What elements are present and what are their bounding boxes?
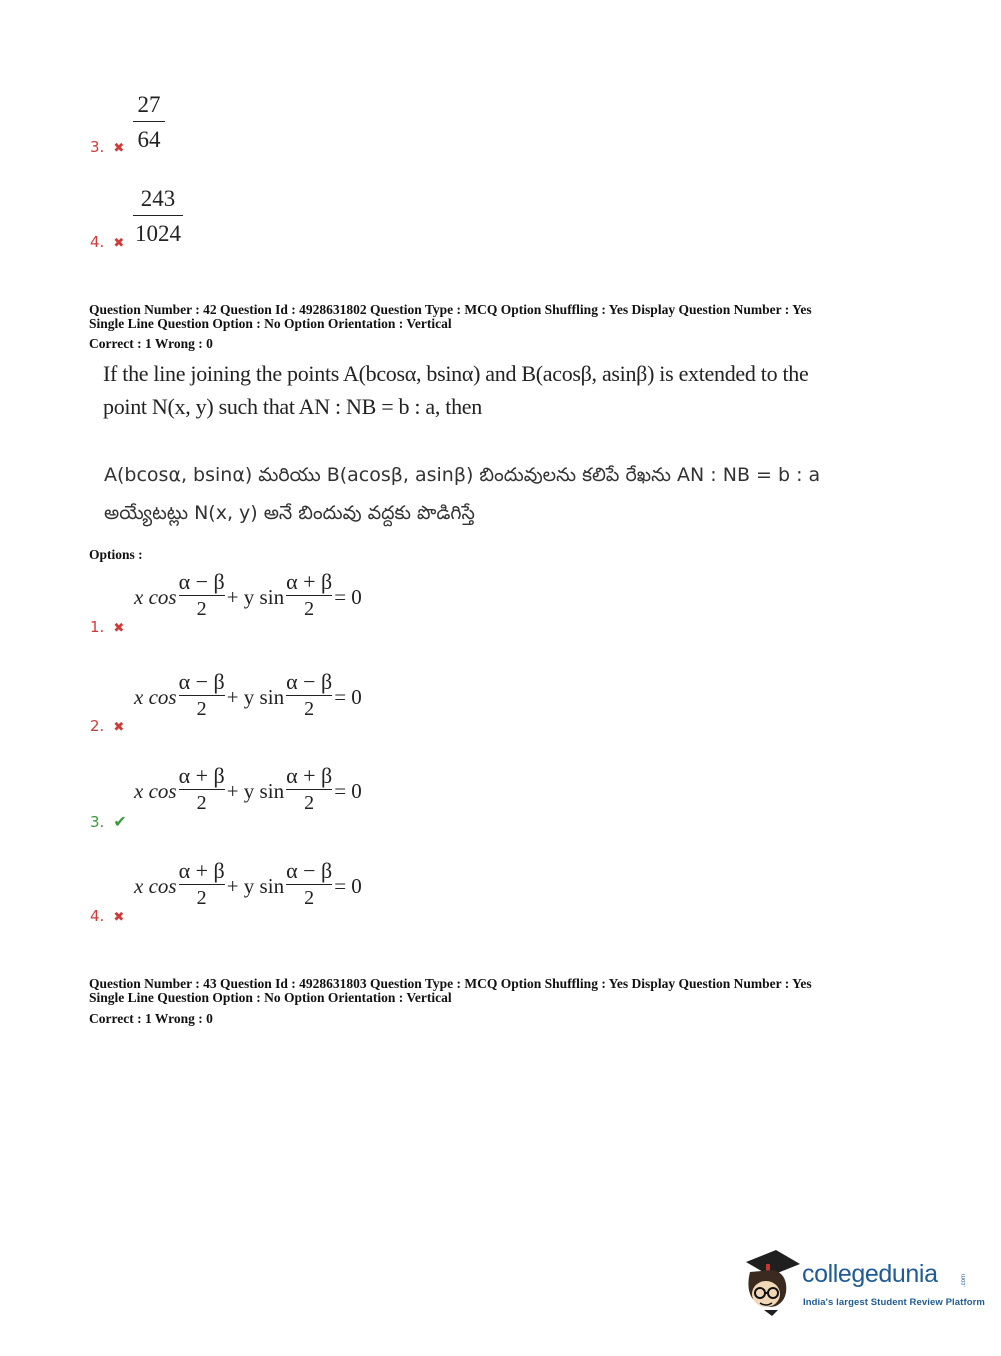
q42-meta-line1: Question Number : 42 Question Id : 4928631802 Question Type : MCQ Option Shuffling : Yes Display Question Number : Yes: [89, 302, 812, 317]
q43-meta-line1: Question Number : 43 Question Id : 4928631803 Question Type : MCQ Option Shuffling : Yes Display Question Number : Yes: [89, 976, 812, 991]
q42-meta-line2: Single Line Question Option : No Option Orientation : Vertical: [89, 316, 452, 331]
q42-option-1-label: 1. ✖: [90, 618, 125, 636]
options-label: Options :: [89, 547, 143, 562]
q42-option-2-equation: x cos α − β 2 + y sin α − β 2 = 0: [134, 669, 362, 721]
prev-option-3-label: 3. ✖: [90, 138, 125, 156]
q42-english-line1: If the line joining the points A(bcosα, bsinα) and B(acosβ, asinβ) is extended to the: [103, 361, 809, 386]
logo-wordmark: collegedunia: [802, 1260, 938, 1288]
logo-tagline: India's largest Student Review Platform: [803, 1297, 985, 1308]
q43-meta-line2: Single Line Question Option : No Option Orientation : Vertical: [89, 990, 452, 1005]
cross-icon: ✖: [113, 236, 125, 251]
q42-option-4-equation: x cos α + β 2 + y sin α − β 2 = 0: [134, 858, 362, 910]
q42-english-line2: point N(x, y) such that AN : NB = b : a, then: [103, 394, 482, 419]
q42-option-3-equation: x cos α + β 2 + y sin α + β 2 = 0: [134, 763, 362, 815]
q42-option-1-equation: x cos α − β 2 + y sin α + β 2 = 0: [134, 569, 362, 621]
q42-option-4-label: 4. ✖: [90, 907, 125, 925]
cross-icon: ✖: [113, 141, 125, 156]
q42-option-2-label: 2. ✖: [90, 717, 125, 735]
collegedunia-mascot-icon: [742, 1248, 802, 1318]
check-icon: ✔: [113, 812, 127, 831]
q43-marks: Correct : 1 Wrong : 0: [89, 1011, 213, 1026]
q42-option-3-label: 3. ✔: [90, 812, 127, 831]
prev-option-3-value: 27 64: [133, 91, 165, 153]
cross-icon: ✖: [113, 910, 125, 925]
q42-marks: Correct : 1 Wrong : 0: [89, 336, 213, 351]
prev-option-4-label: 4. ✖: [90, 233, 125, 251]
q42-telugu-line1: A(bcosα, bsinα) మరియు B(acosβ, asinβ) బిందువులను కలిపే రేఖను AN : NB = b : a: [104, 464, 821, 486]
q42-telugu-line2: అయ్యేటట్లు N(x, y) అనే బిందువు వద్దకు పొడిగిస్తే: [104, 502, 475, 524]
cross-icon: ✖: [113, 621, 125, 636]
prev-option-4-value: 243 1024: [135, 186, 181, 247]
logo-suffix: .com: [961, 1274, 967, 1288]
cross-icon: ✖: [113, 720, 125, 735]
